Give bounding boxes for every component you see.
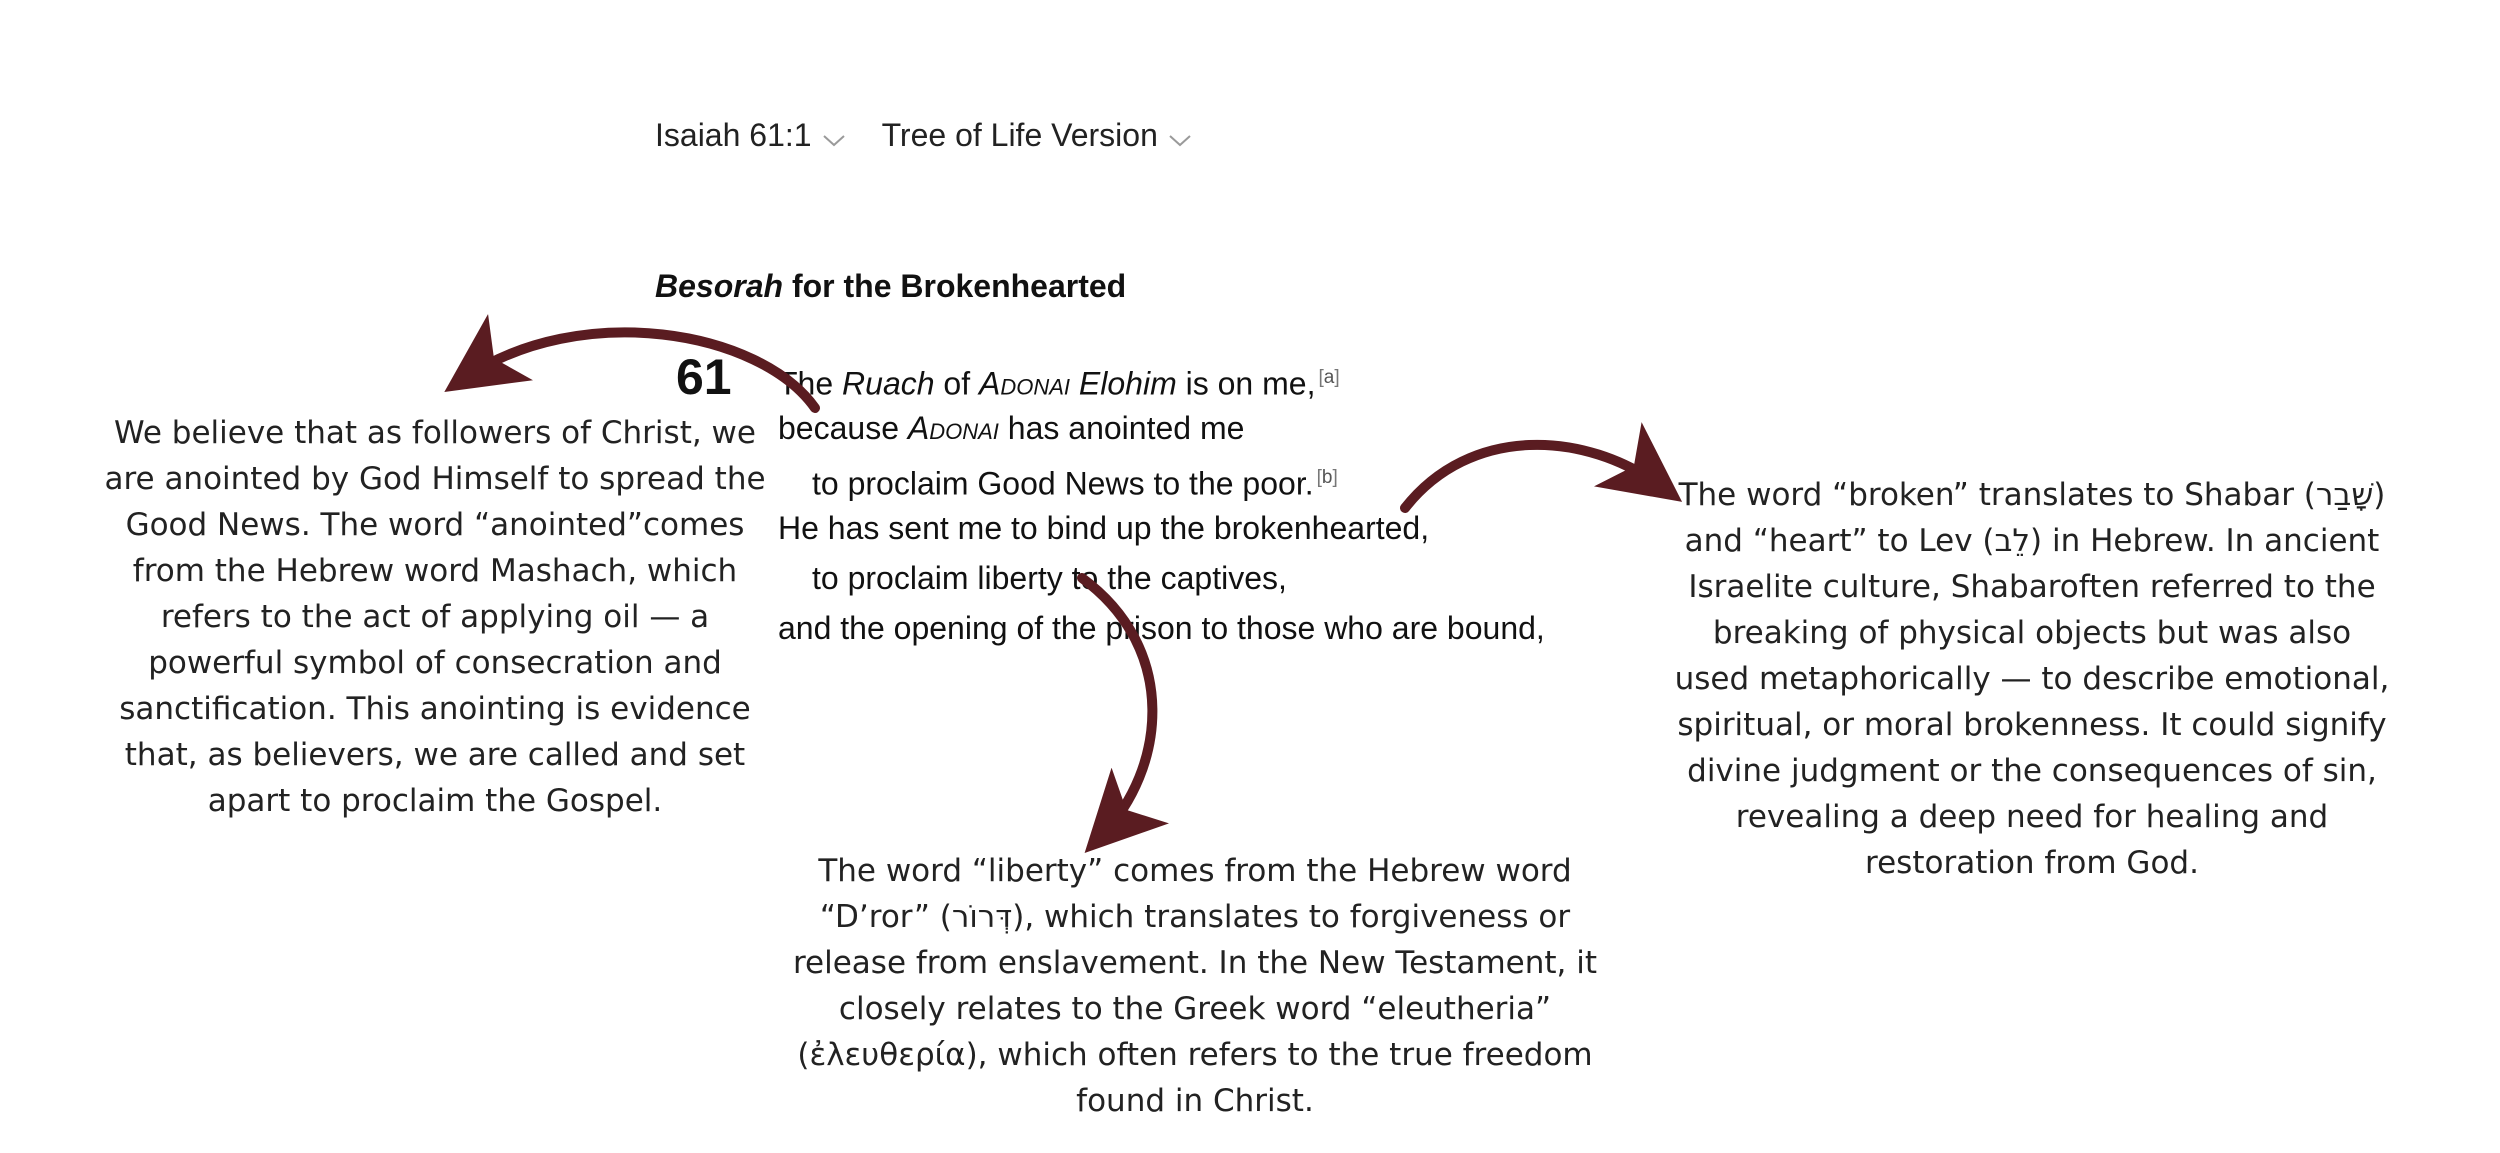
verse-text-segment: The: [778, 365, 843, 402]
annotation-broken: The word “broken” translates to Shabar (שָׁבַר) and “heart” to Lev (לֵב) in Hebrew. In ancient Israelite culture, Shabaroften referred to the breaking of physical objects but was also used metaphorically — to describe emotional, spiritual, or moral brokenness. It could signify divine judgment or the consequences of sin, revealing a deep need for healing and restoration from God.: [1674, 477, 2390, 881]
verse-text-segment: to proclaim Good News to the poor.: [812, 465, 1314, 502]
heading-emphasis: Besorah: [655, 268, 784, 304]
verse-text-segment: is on me,: [1176, 365, 1316, 402]
verse-line: and the opening of the prison to those who are bound,: [778, 610, 1545, 646]
annotation-anointed: We believe that as followers of Christ, we are anointed by God Himself to spread the Good News. The word “anointed”comes from the Hebrew word Mashach, which refers to the act of applying oil — a powerful symbol of consecration and sanctification. This anointing is evidence that, as believers, we are called and set apart to proclaim the Gospel.: [104, 415, 766, 819]
curved-arrow-icon: [465, 332, 815, 408]
chapter-number: 61: [676, 349, 732, 405]
curved-arrow-icon: [1082, 578, 1152, 835]
verse-text-segment: has anointed me: [998, 410, 1245, 446]
book-chapter-label: Isaiah 61:1: [655, 116, 812, 153]
footnote-link[interactable]: [a]: [1318, 367, 1340, 388]
verse-text-segment: Elohim: [1078, 365, 1177, 402]
version-label: Tree of Life Version: [881, 116, 1158, 153]
curved-arrow-icon: [1405, 445, 1662, 508]
divine-name: Adonai: [979, 365, 1071, 402]
verse-text-segment: Ruach: [842, 365, 935, 402]
footnote-link[interactable]: [b]: [1316, 467, 1338, 488]
verse-text-segment: of: [934, 365, 979, 402]
annotation-liberty: The word “liberty” comes from the Hebrew word “D’ror” (דְּרוֹר), which translates to forgiveness or release from enslavement. In the New Testament, it closely relates to the Greek word “eleutheria” (ἐλευθερία), which often refers to the true freedom found in Christ.: [792, 853, 1597, 1119]
heading-text: for the Brokenhearted: [783, 268, 1127, 304]
footnote-marker: a: [1323, 367, 1335, 388]
verse-text-segment: because: [778, 410, 908, 446]
verse-line: He has sent me to bind up the brokenhearted,: [778, 510, 1430, 546]
footnote-marker: b: [1321, 467, 1333, 488]
verse-line: to proclaim liberty to the captives,: [812, 560, 1287, 596]
divine-name: Adonai: [907, 410, 999, 446]
